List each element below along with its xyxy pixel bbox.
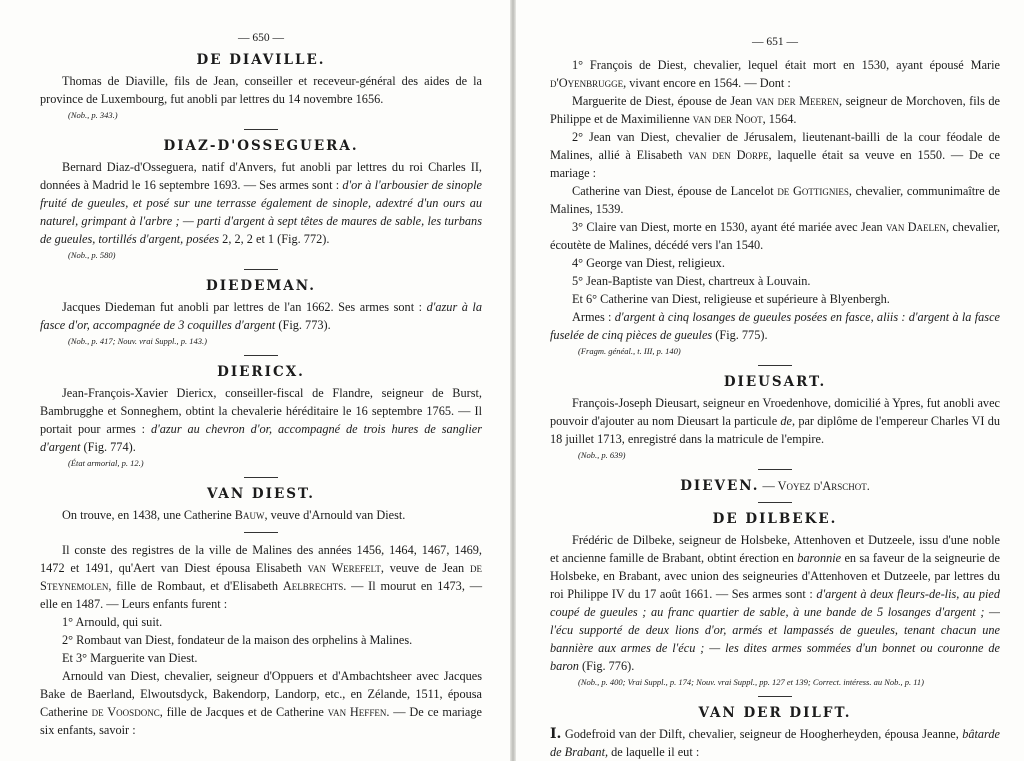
reference: (Fragm. généal., t. III, p. 140) — [578, 346, 681, 356]
divider — [244, 269, 278, 270]
reference: (Nob., p. 580) — [68, 250, 116, 260]
list-item: Et 6° Catherine van Diest, religieuse et supérieure à Blyenbergh. — [572, 292, 890, 306]
divider — [758, 365, 792, 366]
reference: (Nob., p. 417; Nouv. vrai Suppl., p. 143.) — [68, 336, 207, 346]
divider — [244, 477, 278, 478]
reference: (Nob., p. 343.) — [68, 110, 118, 120]
list-item: 1° Arnould, qui suit. — [62, 615, 163, 629]
right-page — [514, 0, 1024, 761]
paragraph: François-Joseph Dieusart, seigneur en Vroedenhove, domicilié à Ypres, fut anobli avec pouvoir d'ajouter au nom Dieusart la particule de, par diplôme de l'empereur Charles VI du 18 juillet 1713, enregistré dans la matricule de l'empire. — [550, 396, 1000, 446]
paragraph: Marguerite de Diest, épouse de Jean van der Meeren, seigneur de Morchoven, fils de Philippe et de Maximilienne van der Noot, 1564. — [550, 94, 1000, 126]
divider — [244, 129, 278, 130]
divider — [758, 696, 792, 697]
paragraph: Arnould van Diest, chevalier, seigneur d'Oppuers et d'Ambachtsheer avec Jacques Bake de Baerland, Elwoutsdyck, Bakendorp, Landorp, etc., en Zélande, 1511, épousa Catherine de Voosdonc, fille de Jacques et de Catherine van Heffen. — De ce mariage six enfants, savoir : — [40, 669, 482, 737]
section-heading: DE DILBEKE. — [712, 511, 838, 527]
page-number: — 650 — — [238, 32, 284, 44]
list-item: 5° Jean-Baptiste van Diest, chartreux à Louvain. — [572, 274, 811, 288]
reference: (Nob., p. 639) — [578, 450, 626, 460]
list-item: 1° François de Diest, chevalier, lequel était mort en 1530, ayant épousé Marie d'Oyenbrugge, vivant encore en 1564. — Dont : — [550, 58, 1000, 90]
paragraph: Frédéric de Dilbeke, seigneur de Holsbeke, Attenhoven et Dutzeele, issu d'une noble et ancienne famille de Brabant, obtint érection en baronnie en sa faveur de la seigneurie de Holsbeke, en Brabant, avec union des seigneuries d'Attenhoven et Dutzeele, par lettres du roi Philippe IV du 17 août 1661. — Ses armes sont : d'argent à deux fleurs-de-lis, au pied coupé de gueules ; au franc quartier de sable, à une bande de 5 losanges d'argent ; — l'écu supporté de deux lions d'or, armés et lampassés de gueules, tenant chacun une bannière aux armes de l'écu ; — les dites armes sommées d'un bonnet ou couronne de baron (Fig. 776). — [550, 533, 1001, 673]
section-heading: DIEUSART. — [723, 374, 827, 390]
paragraph: Bernard Diaz-d'Osseguera, natif d'Anvers, fut anobli par lettres du roi Charles II, données à Madrid le 16 septembre 1693. — Ses armes sont : d'or à l'arbousier de sinople fruité de gueules, et posé sur une terrasse également de sinople, adextré d'un ours au naturel, grimpant à l'arbre ; — parti d'argent à sept têtes de maures de sable, les turbans de gueules, tortillés d'argent, posées 2, 2, 2 et 1 (Fig. 772). — [40, 160, 482, 246]
paragraph: Jacques Diedeman fut anobli par lettres de l'an 1662. Ses armes sont : d'azur à la fasce d'or, accompagnée de 3 coquilles d'argent (Fig. 773). — [40, 300, 482, 332]
divider — [758, 469, 792, 470]
section-heading: VAN DIEST. — [206, 486, 315, 502]
section-heading: DIERICX. — [217, 364, 305, 380]
paragraph: Il conste des registres de la ville de Malines des années 1456, 1464, 1467, 1469, 1472 et 1491, qu'Aert van Diest épousa Elisabeth van Werefelt, veuve de Jean de Steynemolen, fille de Rombaut, et d'Elisabeth Aelbrechts. — Il mourut en 1473, — elle en 1487. — Leurs enfants furent : — [40, 543, 483, 611]
paragraph: Jean-François-Xavier Diericx, conseiller-fiscal de Flandre, seigneur de Burst, Bambrugghe et Sonneghem, obtint la chevalerie héréditaire le 16 septembre 1765. — Il portait pour armes : d'azur au chevron d'or, accompagné de trois hures de sanglier d'argent (Fig. 774). — [40, 386, 483, 454]
paragraph: Armes : d'argent à cinq losanges de gueules posées en fasce, aliis : d'argent à la fasce fuselée de cinq pièces de gueules (Fig. 775). — [550, 310, 1000, 342]
section-heading: DIAZ-D'OSSEGUERA. — [163, 138, 359, 154]
reference: (État armorial, p. 12.) — [68, 458, 144, 468]
list-item: 2° Jean van Diest, chevalier de Jérusalem, lieutenant-bailli de la cour féodale de Malines, allié à Elisabeth van den Dorpe, laquelle était sa veuve en 1550. — De ce mariage : — [550, 130, 1001, 180]
paragraph: Catherine van Diest, épouse de Lancelot de Gottignies, chevalier, communimaître de Malines, 1539. — [550, 184, 1000, 216]
list-item: 3° Claire van Diest, morte en 1530, ayant été mariée avec Jean van Daelen, chevalier, écoutète de Malines, décédé vers l'an 1540. — [550, 220, 1000, 252]
paragraph: I. Godefroid van der Dilft, chevalier, seigneur de Hoogherheyden, épousa Jeanne, bâtarde de Brabant, de laquelle il eut : — [550, 726, 1000, 759]
list-item: 4° George van Diest, religieux. — [572, 256, 725, 270]
paragraph: Thomas de Diaville, fils de Jean, conseiller et receveur-général des aides de la province de Luxembourg, fut anobli par lettres du 14 novembre 1656. — [40, 74, 482, 106]
section-heading: DIEVEN. — Voyez d'Arschot. — [680, 478, 870, 494]
divider — [758, 502, 792, 503]
page-number: — 651 — — [752, 36, 798, 48]
divider — [244, 532, 278, 533]
list-item: 2° Rombaut van Diest, fondateur de la maison des orphelins à Malines. — [62, 633, 413, 647]
divider — [244, 355, 278, 356]
list-item: Et 3° Marguerite van Diest. — [62, 651, 198, 665]
paragraph: On trouve, en 1438, une Catherine Bauw, veuve d'Arnould van Diest. — [62, 508, 406, 522]
section-heading: DE DIAVILLE. — [196, 52, 326, 68]
section-heading: VAN DER DILFT. — [698, 705, 852, 721]
section-heading: DIEDEMAN. — [206, 278, 316, 294]
reference: (Nob., p. 400; Vrai Suppl., p. 174; Nouv. vrai Suppl., pp. 127 et 139; Correct. intéress. au Nob., p. 11) — [578, 677, 924, 687]
